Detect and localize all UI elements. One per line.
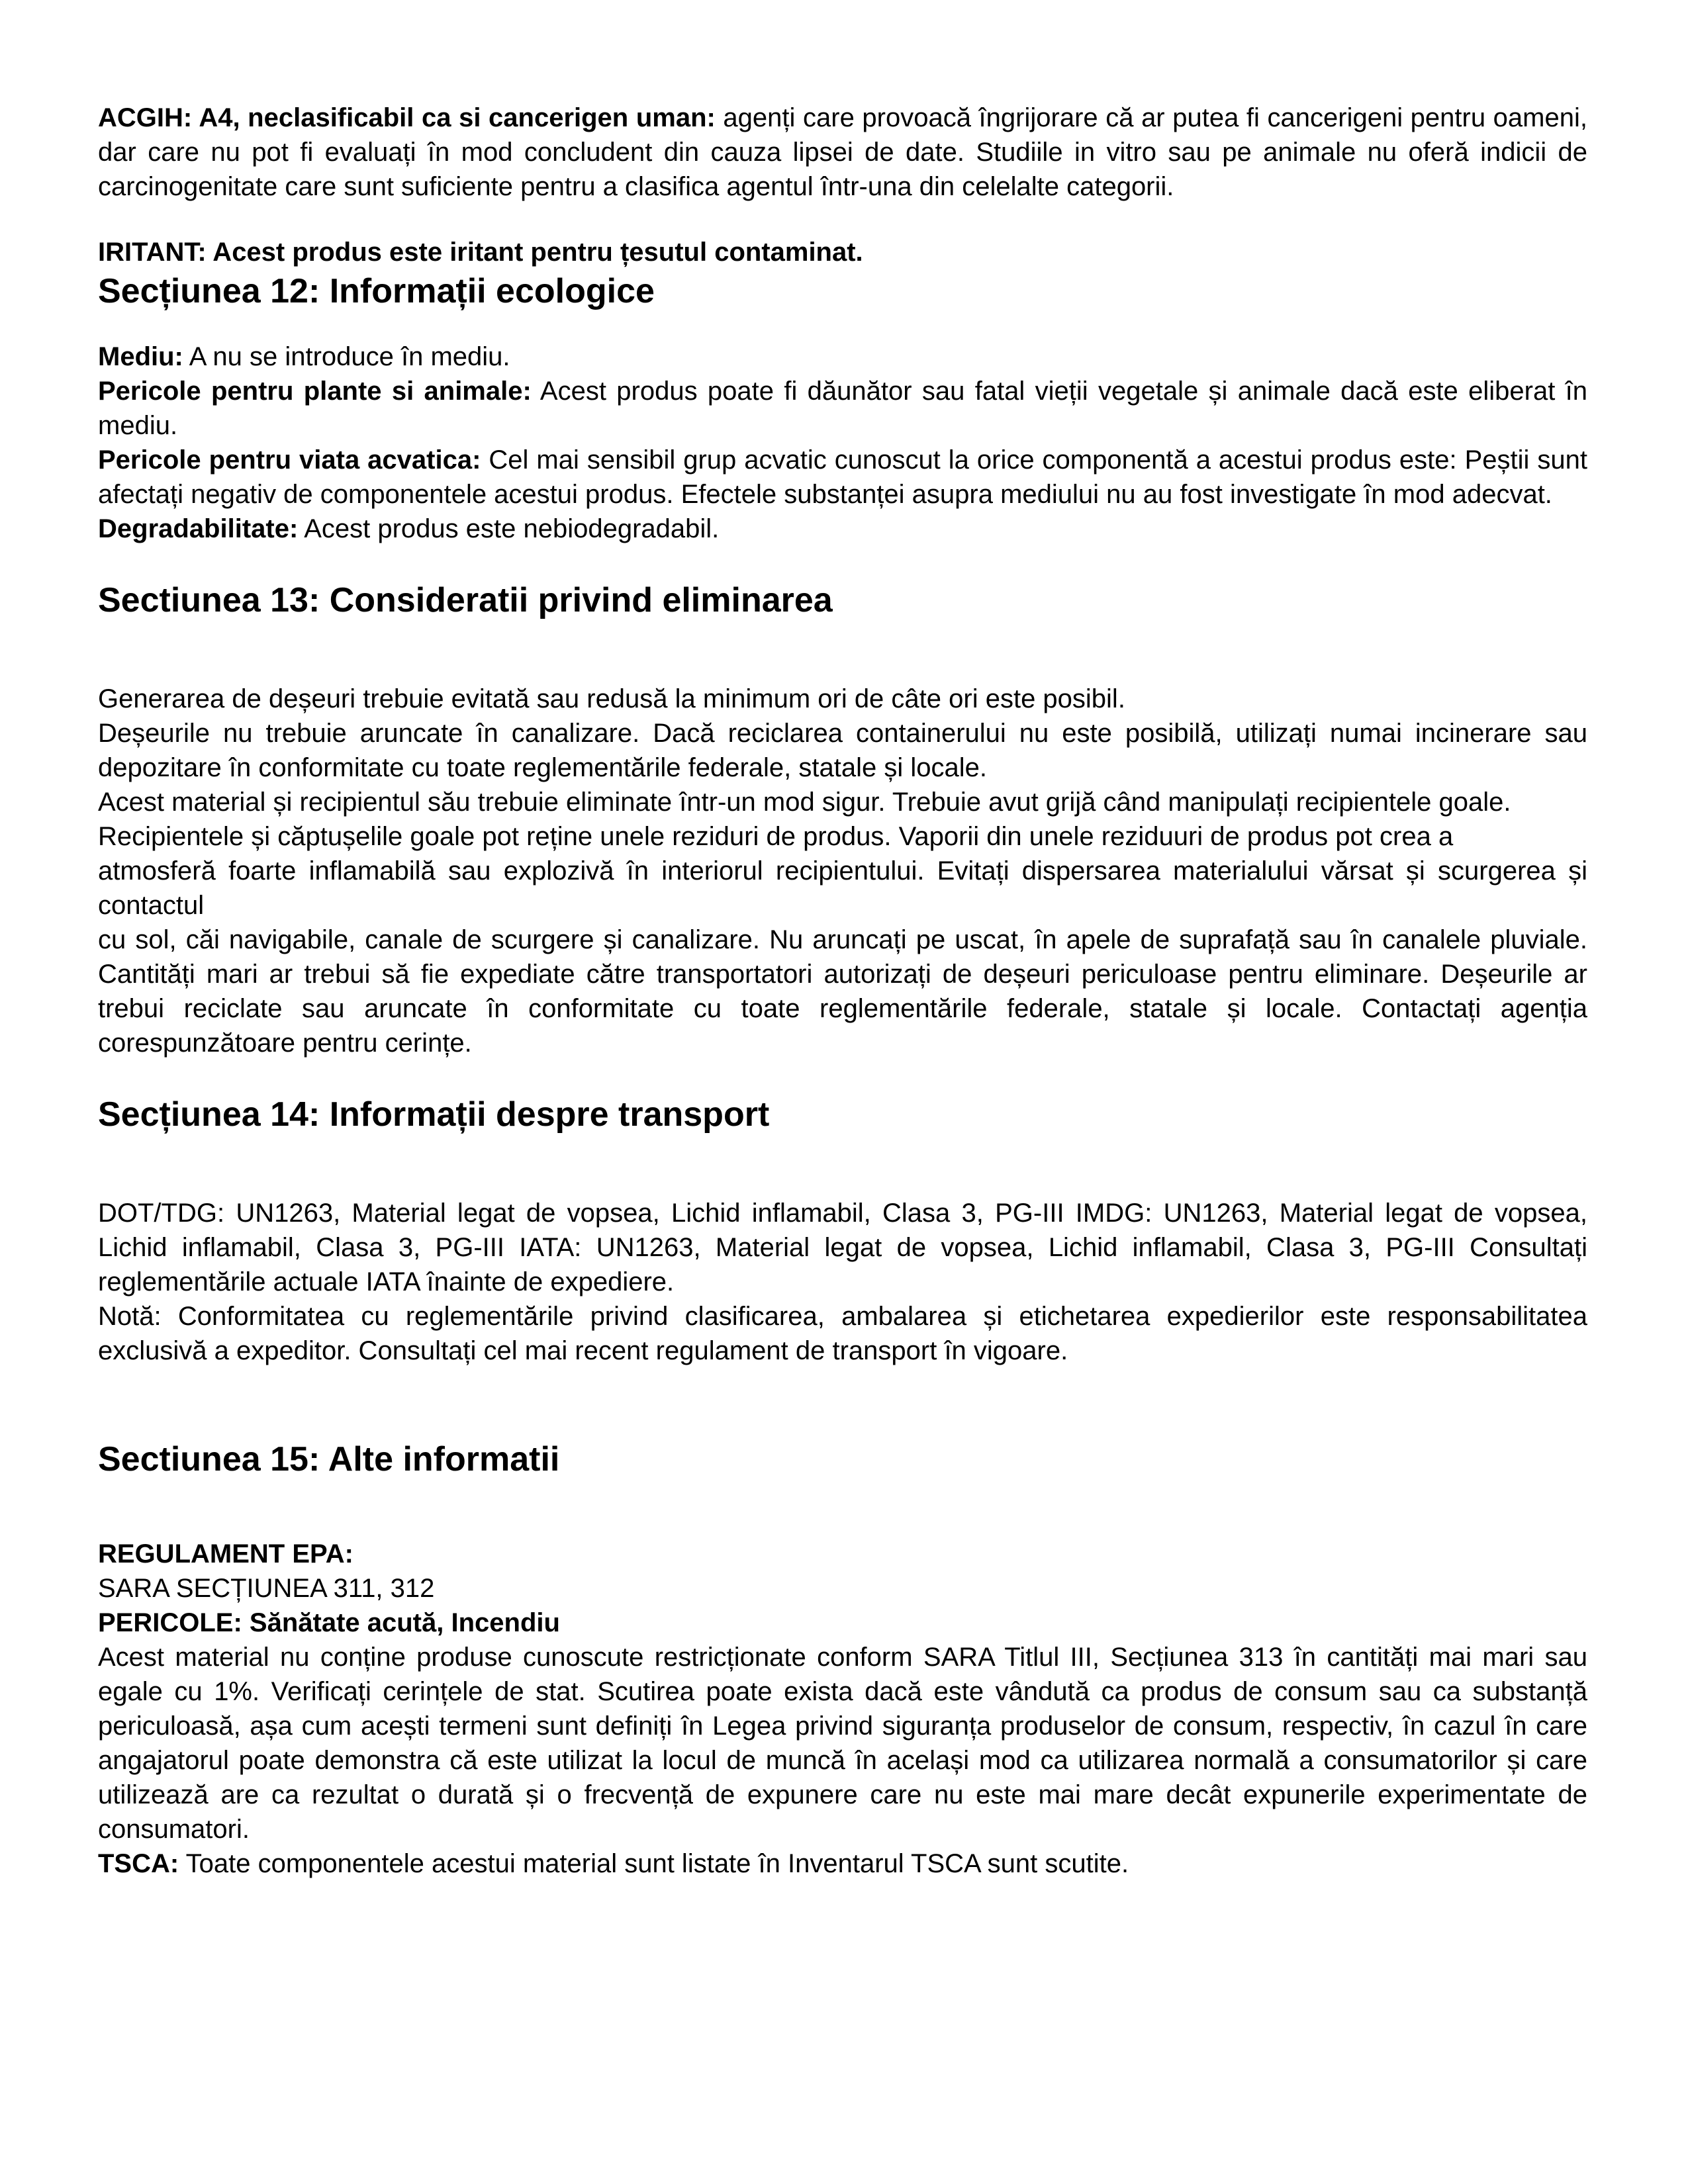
text-run-bold-label: Pericole pentru viata acvatica: — [98, 445, 481, 475]
text-run: DOT/TDG: UN1263, Material legat de vopsea, Lichid inflamabil, Clasa 3, PG-III IMDG: UN1263, Material legat de vopsea, Lichid inflamabil, Clasa 3, PG-III IATA: UN1263, Material legat de vopsea, Lichid inflamabil, Clasa 3, PG-III Consultați reglementările actuale IATA înainte de expediere. — [98, 1199, 1587, 1297]
paragraph — [98, 512, 1587, 546]
paragraph — [98, 1640, 1587, 1846]
paragraph — [98, 1196, 1587, 1299]
section-heading — [98, 578, 1587, 622]
paragraph — [98, 1606, 1587, 1640]
text-run-bold-label: Secțiunea 12: Informații ecologice — [98, 272, 655, 310]
paragraph — [98, 340, 1587, 374]
text-run: Cel mai sensibil grup acvatic cunoscut la orice componentă a acestui produs este: Peștii sunt afectați negativ de componentele acestui produs. Efectele substanței asupra mediului nu au fost investigate în mod adecvat. — [98, 445, 1587, 509]
text-run-bold-label: IRITANT: Acest produs este iritant pentru țesutul contaminat. — [98, 238, 863, 267]
paragraph — [98, 716, 1587, 785]
section-heading — [98, 1437, 1587, 1481]
paragraph — [98, 1299, 1587, 1368]
section-heading — [98, 1093, 1587, 1136]
paragraph — [98, 101, 1587, 204]
text-run: Acest produs poate fi dăunător sau fatal vieții vegetale și animale dacă este eliberat în mediu. — [98, 377, 1587, 440]
text-run-bold-label: PERICOLE: Sănătate acută, Incendiu — [98, 1608, 560, 1637]
text-run-bold-label: ACGIH: A4, neclasificabil ca si cancerigen uman: — [98, 103, 716, 132]
paragraph — [98, 923, 1587, 1060]
text-run-bold-label: Sectiunea 13: Consideratii privind eliminarea — [98, 581, 833, 619]
text-run-bold-label: TSCA: — [98, 1849, 179, 1878]
text-run: Recipientele și căptușelile goale pot reține unele reziduri de produs. Vaporii din unele reziduuri de produs pot crea a — [98, 822, 1454, 851]
text-run: Deșeurile nu trebuie aruncate în canalizare. Dacă reciclarea containerului nu este posibilă, utilizați numai incinerare sau depozitare în conformitate cu toate reglementările federale, statale și locale. — [98, 719, 1587, 782]
text-run: Acest produs este nebiodegradabil. — [298, 514, 720, 543]
text-run: Notă: Conformitatea cu reglementările privind clasificarea, ambalarea și etichetarea expedierilor este responsabilitatea exclusivă a expeditor. Consultați cel mai recent regulament de transport în vigoare. — [98, 1302, 1587, 1365]
paragraph — [98, 682, 1587, 716]
text-run-bold-label: Degradabilitate: — [98, 514, 299, 543]
paragraph — [98, 854, 1587, 923]
text-run: Toate componentele acestui material sunt listate în Inventarul TSCA sunt scutite. — [179, 1849, 1129, 1878]
text-run: cu sol, căi navigabile, canale de scurgere și canalizare. Nu aruncați pe uscat, în apele de suprafață sau în canalele pluviale. Cantități mari ar trebui să fie expediate către transportatori autorizați de deșeuri periculoase pentru eliminare. Deșeurile ar trebui reciclate sau aruncate în conformitate cu toate reglementările federale, statale și locale. Contactați agenția corespunzătoare pentru cerințe. — [98, 925, 1587, 1058]
paragraph — [98, 1846, 1587, 1881]
paragraph — [98, 1537, 1587, 1571]
paragraph — [98, 443, 1587, 512]
text-run: Acest material și recipientul său trebuie eliminate într-un mod sigur. Trebuie avut grijă când manipulați recipientele goale. — [98, 788, 1511, 817]
text-run: SARA SECȚIUNEA 311, 312 — [98, 1574, 435, 1603]
text-run: Generarea de deșeuri trebuie evitată sau redusă la minimum ori de câte ori este posibil. — [98, 684, 1125, 713]
text-run-bold-label: Sectiunea 15: Alte informatii — [98, 1440, 560, 1479]
paragraph — [98, 374, 1587, 443]
section-heading — [98, 269, 1587, 313]
text-run: agenți care provoacă îngrijorare că ar putea fi cancerigeni pentru oameni, dar care nu pot fi evaluați în mod concludent din cauza lipsei de date. Studiile in vitro sau pe animale nu oferă indicii de carcinogenitate care sunt suficiente pentru a clasifica agentul într-una din celelalte categorii. — [98, 103, 1587, 201]
text-run-bold-label: Secțiunea 14: Informații despre transport — [98, 1095, 770, 1134]
text-run: Acest material nu conține produse cunoscute restricționate conform SARA Titlul III, Secțiunea 313 în cantități mai mari sau egale cu 1%. Verificați cerințele de stat. Scutirea poate exista dacă este vândută ca produs de consum sau ca substanță periculoasă, așa cum acești termeni sunt definiți în Legea privind siguranța produselor de consum, respectiv, în cazul în care angajatorul poate demonstra că este utilizat la locul de muncă în același mod ca utilizarea normală a consumatorilor și care utilizează are ca rezultat o durată și o frecvență de expunere care nu este mai mare decât expunerile experimentate de consumatori. — [98, 1643, 1587, 1844]
paragraph — [98, 785, 1587, 819]
text-run-bold-label: Mediu: — [98, 342, 183, 371]
text-run-bold-label: Pericole pentru plante si animale: — [98, 377, 532, 406]
text-run-bold-label: REGULAMENT EPA: — [98, 1539, 353, 1569]
text-run: atmosferă foarte inflamabilă sau explozivă în interiorul recipientului. Evitați dispersarea materialului vărsat și scurgerea și contactul — [98, 856, 1587, 920]
paragraph — [98, 1571, 1587, 1606]
paragraph — [98, 819, 1587, 854]
text-run: A nu se introduce în mediu. — [183, 342, 510, 371]
paragraph — [98, 235, 1587, 269]
